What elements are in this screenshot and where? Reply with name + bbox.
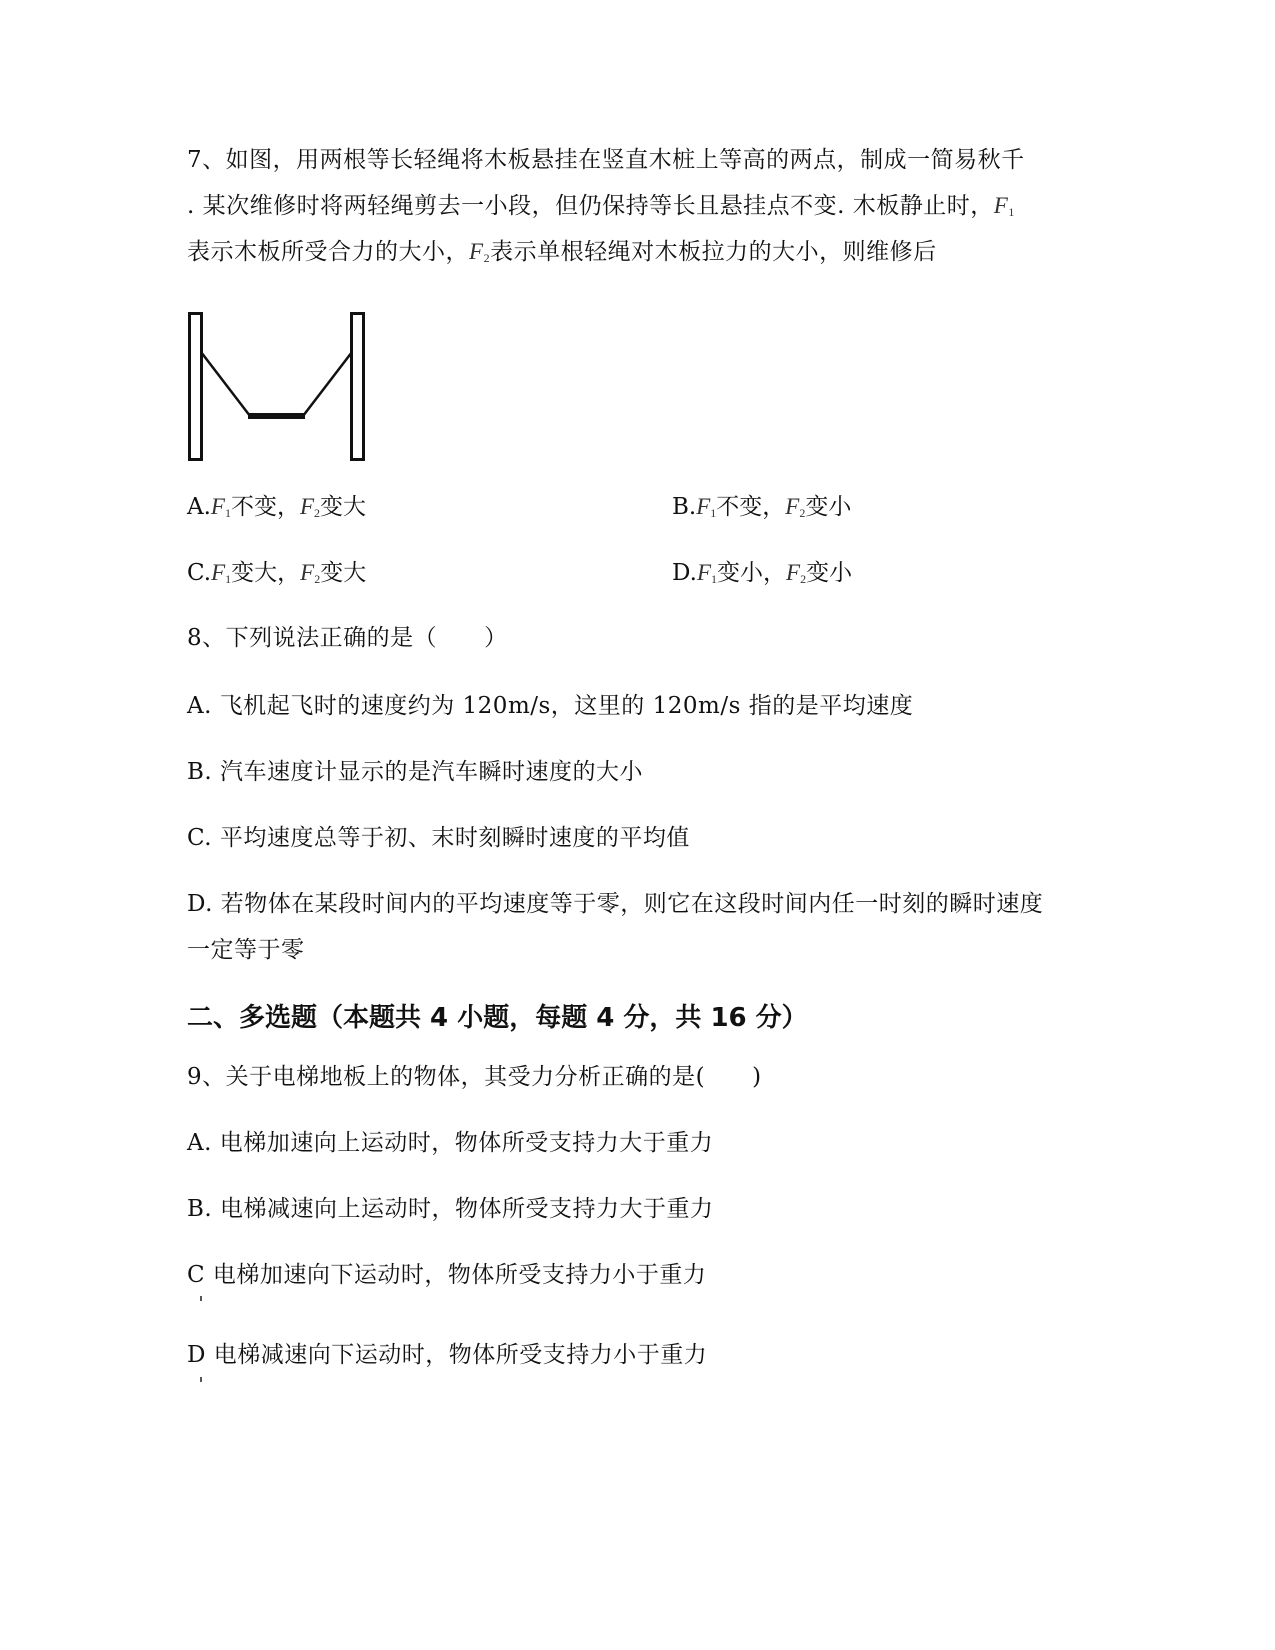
q7-option-a[interactable]: $A.F_1$不变，$F_2$变大	[187, 494, 367, 520]
q7-stem-line1: 7、如图，用两根等长轻绳将木板悬挂在竖直木桩上等高的两点，制成一简易秋千	[187, 147, 1025, 173]
var-f2: $F_2$	[469, 239, 491, 265]
q8-option-a[interactable]: A. 飞机起飞时的速度约为 120m/s，这里的 120m/s 指的是平均速度	[187, 693, 914, 719]
q8-option-d-line1[interactable]: D. 若物体在某段时间内的平均速度等于零，则它在这段时间内任一时刻的瞬时速度	[187, 891, 1044, 917]
q7-stem-line3	[187, 237, 937, 273]
stray-mark	[200, 1296, 202, 1301]
q7-option-c[interactable]: $C.F_1$变大，$F_2$变大	[187, 560, 367, 586]
q7-option-d[interactable]: $D.F_1$变小，$F_2$变小	[672, 560, 853, 586]
right-post	[352, 314, 364, 460]
left-rope	[201, 352, 250, 416]
stray-mark	[200, 1377, 202, 1382]
q7-stem-line2-text: . 某次维修时将两轻绳剪去一小段，但仍保持等长且悬挂点不变. 木板静止时，	[187, 193, 994, 219]
section-heading-multiple-choice: 二、多选题（本题共 4 小题，每题 4 分，共 16 分）	[187, 1003, 808, 1033]
q9-option-c[interactable]: C 电梯加速向下运动时，物体所受支持力小于重力	[187, 1262, 707, 1288]
q7-stem-line3-a: 表示木板所受合力的大小，	[187, 239, 469, 265]
q8-option-c[interactable]: C. 平均速度总等于初、末时刻瞬时速度的平均值	[187, 825, 690, 851]
q9-option-a[interactable]: A. 电梯加速向上运动时，物体所受支持力大于重力	[187, 1130, 714, 1156]
q8-option-d-line2: 一定等于零	[187, 937, 305, 963]
q9-option-d[interactable]: D 电梯减速向下运动时，物体所受支持力小于重力	[187, 1342, 708, 1368]
swing-diagram	[188, 312, 378, 462]
q7-stem-line3-b: 表示单根轻绳对木板拉力的大小，则维修后	[490, 239, 937, 265]
q7-option-b[interactable]: $B.F_1$不变，$F_2$变小	[672, 494, 852, 520]
q8-stem: 8、下列说法正确的是（ ）	[187, 625, 508, 651]
q7-stem-line2	[187, 191, 1015, 227]
q8-option-b[interactable]: B. 汽车速度计显示的是汽车瞬时速度的大小	[187, 759, 644, 785]
q9-option-b[interactable]: B. 电梯减速向上运动时，物体所受支持力大于重力	[187, 1196, 714, 1222]
var-f1: $F_1$	[993, 193, 1015, 219]
left-post	[190, 314, 202, 460]
right-rope	[303, 352, 352, 416]
q9-stem: 9、关于电梯地板上的物体，其受力分析正确的是( )	[187, 1064, 762, 1090]
